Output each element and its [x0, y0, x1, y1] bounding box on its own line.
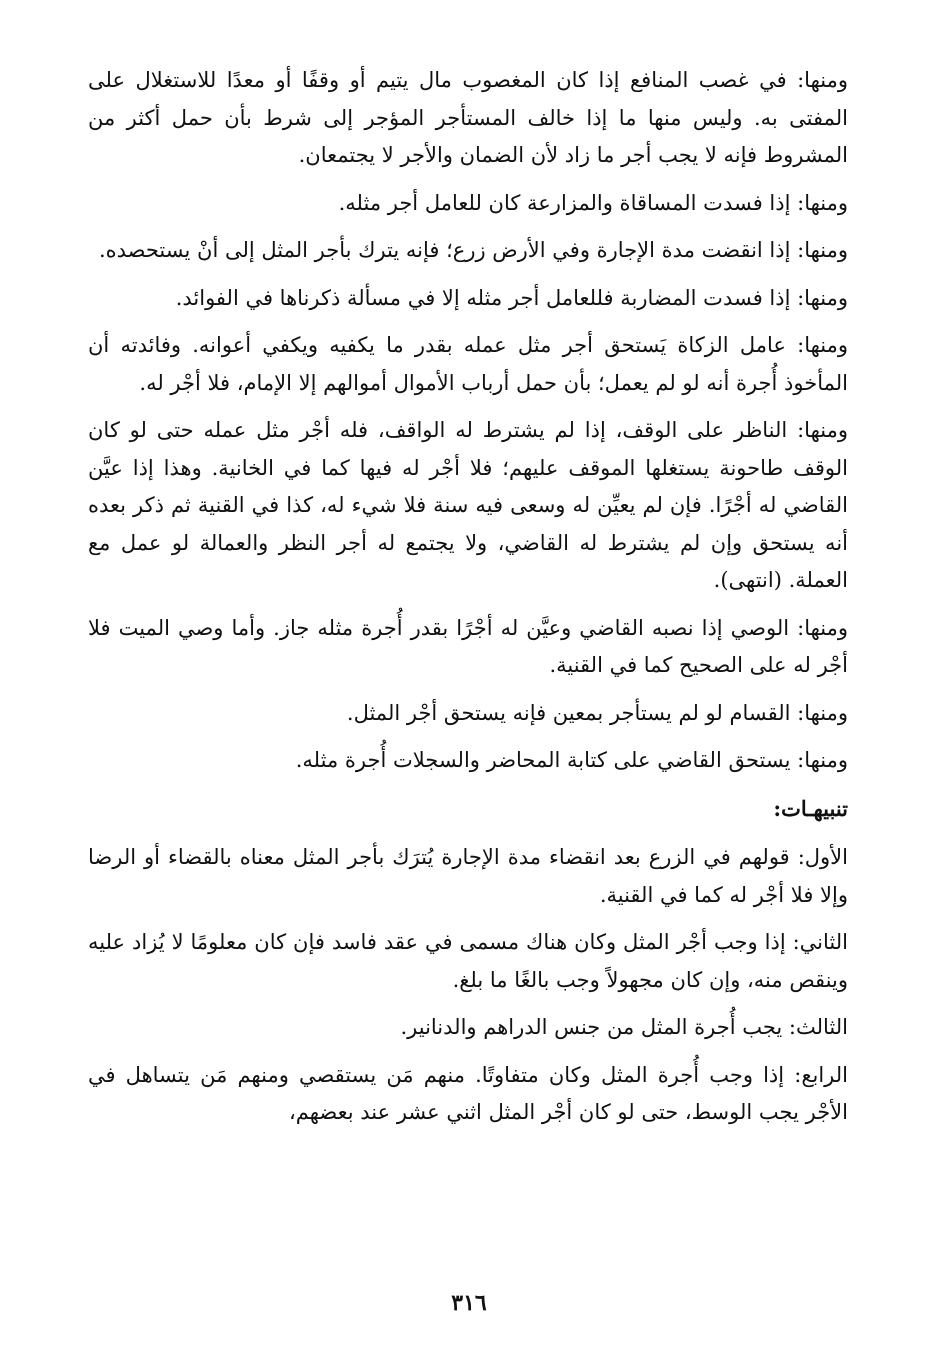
paragraph: ومنها: القسام لو لم يستأجر بمعين فإنه يستحق أجْر المثل.	[346, 700, 848, 725]
page-number: ٣١٦	[451, 1290, 487, 1316]
paragraph: ومنها: إذا فسدت المضاربة فللعامل أجر مثله إلا في مسألة ذكرناها في الفوائد.	[175, 285, 848, 310]
paragraph: ومنها: الناظر على الوقف، إذا لم يشترط له الواقف، فله أجْر مثل عمله حتى لو كان الوقف طاحونة يستغلها الموقف عليهم؛ فلا أجْر له فيها كما في الخانية. وهذا إذا عيَّن القاضي له أجْرًا. فإن لم يعيِّن له وسعى فيه سنة فلا شيء له، كذا في القنية ثم ذكر بعده أنه يستحق وإن لم يشترط له القاضي، ولا يجتمع له أجر النظر والعمالة لو عمل مع العملة. (انتهى).	[88, 418, 848, 592]
note-paragraph: الأول: قولهم في الزرع بعد انقضاء مدة الإجارة يُترَك بأجر المثل معناه بالقضاء أو الرضا وإلا فلا أجْر له كما في القنية.	[88, 845, 848, 907]
note-paragraph: الرابع: إذا وجب أُجرة المثل وكان متفاوتًا. منهم مَن يستقصي ومنهم مَن يتساهل في الأجْر يجب الوسط، حتى لو كان أجْر المثل اثني عشر عند بعضهم،	[88, 1062, 848, 1124]
note-paragraph: الثالث: يجب أُجرة المثل من جنس الدراهم والدنانير.	[400, 1015, 848, 1039]
paragraph: ومنها: في غصب المنافع إذا كان المغصوب مال يتيم أو وقفًا أو معدًا للاستغلال على المفتى به. وليس منها ما إذا خالف المستأجر المؤجر إلى شرط بأن حمل أكثر من المشروط فإنه لا يجب أجر ما زاد لأن الضمان والأجر لا يجتمعان.	[88, 68, 848, 167]
paragraph: ومنها: يستحق القاضي على كتابة المحاضر والسجلات أُجرة مثله.	[295, 748, 848, 772]
paragraph: ومنها: إذا فسدت المساقاة والمزارعة كان للعامل أجر مثله.	[338, 190, 848, 215]
paragraph: ومنها: إذا انقضت مدة الإجارة وفي الأرض زرع؛ فإنه يترك بأجر المثل إلى أنْ يستحصده.	[98, 238, 848, 262]
section-heading: تنبيهـات:	[773, 795, 848, 821]
note-paragraph: الثاني: إذا وجب أجْر المثل وكان هناك مسمى في عقد فاسد فإن كان معلومًا لا يُزاد عليه وينقص منه، وإن كان مجهولاً وجب بالغًا ما بلغ.	[88, 930, 848, 992]
paragraph: ومنها: الوصي إذا نصبه القاضي وعيَّن له أجْرًا بقدر أُجرة مثله جاز. وأما وصي الميت فلا أجْر له على الصحيح كما في القنية.	[88, 615, 848, 677]
page-body-text	[88, 62, 848, 1142]
paragraph: ومنها: عامل الزكاة يَستحق أجر مثل عمله بقدر ما يكفيه ويكفي أعوانه. وفائدته أن المأخوذ أُجرة أنه لو لم يعمل؛ بأن حمل أرباب الأموال أموالهم إلا الإمام، فلا أجْر له.	[88, 333, 848, 395]
